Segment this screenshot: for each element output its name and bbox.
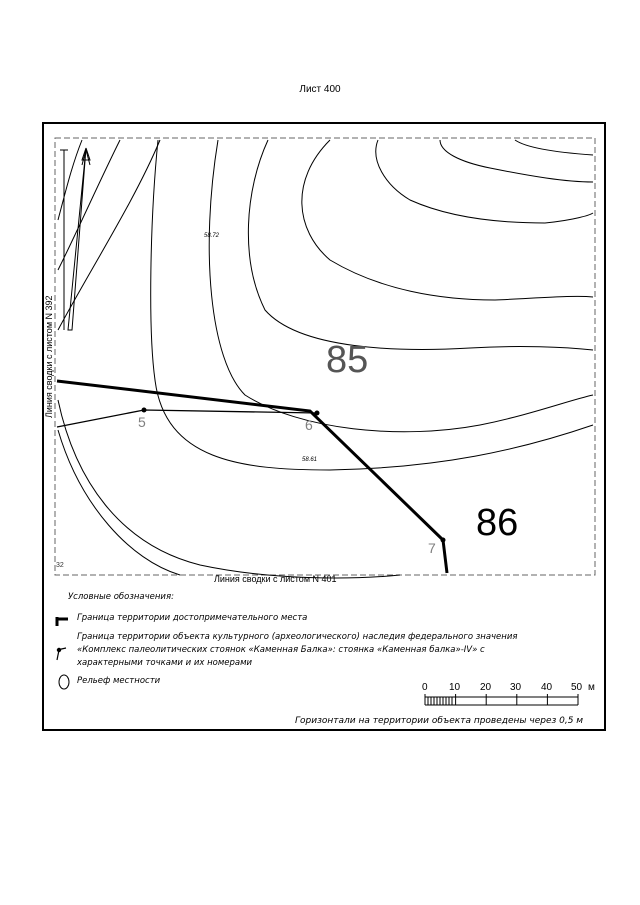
- boundary-attraction-icon: [57, 617, 68, 626]
- contour-line: [248, 140, 593, 350]
- relief-icon: [59, 675, 69, 689]
- sheet-title: Лист 400: [299, 84, 341, 95]
- left-sheet-link-label: Линия сводки с листом N 392: [44, 295, 54, 418]
- contour-line: [151, 140, 593, 470]
- parcel-number: 86: [476, 502, 519, 544]
- contour-line: [58, 140, 160, 330]
- legend-item-relief: Рельеф местности: [77, 676, 161, 686]
- boundary-point: [142, 408, 147, 413]
- corner-label: 32: [56, 562, 64, 569]
- scale-bar: [425, 694, 578, 705]
- scale-tick-label: 0: [422, 682, 428, 693]
- legend-title: Условные обозначения:: [68, 592, 174, 602]
- point-label: 6: [305, 417, 313, 433]
- north-arrow-icon: [60, 148, 90, 330]
- elevation-mark: 58.72: [204, 233, 220, 239]
- contour-line: [58, 400, 400, 578]
- scale-unit: м: [588, 682, 595, 693]
- legend-item-heritage-boundary-line3: характерными точками и их номерами: [77, 658, 253, 668]
- contour-line: [58, 430, 180, 575]
- attraction-boundary-line: [57, 381, 447, 573]
- point-label: 5: [138, 414, 146, 430]
- heritage-boundary-line: [57, 410, 317, 427]
- legend-item-attraction-boundary: Граница территории достопримечательного места: [77, 613, 308, 623]
- legend-item-heritage-boundary-line1: Граница территории объекта культурного (археологического) наследия федерального значения: [77, 632, 518, 642]
- elevation-mark: 58.61: [302, 457, 318, 463]
- boundary-heritage-icon: [57, 648, 66, 660]
- scale-tick-label: 50: [571, 682, 583, 693]
- contour-line: [515, 140, 593, 155]
- contour-line: [440, 140, 593, 182]
- bottom-sheet-link-label: Линия сводки с листом N 401: [214, 574, 337, 584]
- scale-tick-label: 40: [541, 682, 553, 693]
- point-label: 7: [428, 540, 436, 556]
- legend-item-heritage-boundary-line2: «Комплекс палеолитических стоянок «Каменная Балка»: стоянка «Каменная балка»-IV» с: [77, 645, 485, 655]
- scale-tick-label: 20: [480, 682, 492, 693]
- contour-line: [209, 140, 593, 432]
- contour-interval-note: Горизонтали на территории объекта проведены через 0,5 м: [295, 716, 584, 726]
- scale-tick-label: 10: [449, 682, 461, 693]
- parcel-number: 85: [326, 339, 369, 381]
- contour-line: [376, 140, 593, 223]
- contour-line: [58, 140, 82, 220]
- contour-line: [302, 140, 593, 300]
- scale-tick-label: 30: [510, 682, 522, 693]
- heritage-boundary: [57, 408, 446, 543]
